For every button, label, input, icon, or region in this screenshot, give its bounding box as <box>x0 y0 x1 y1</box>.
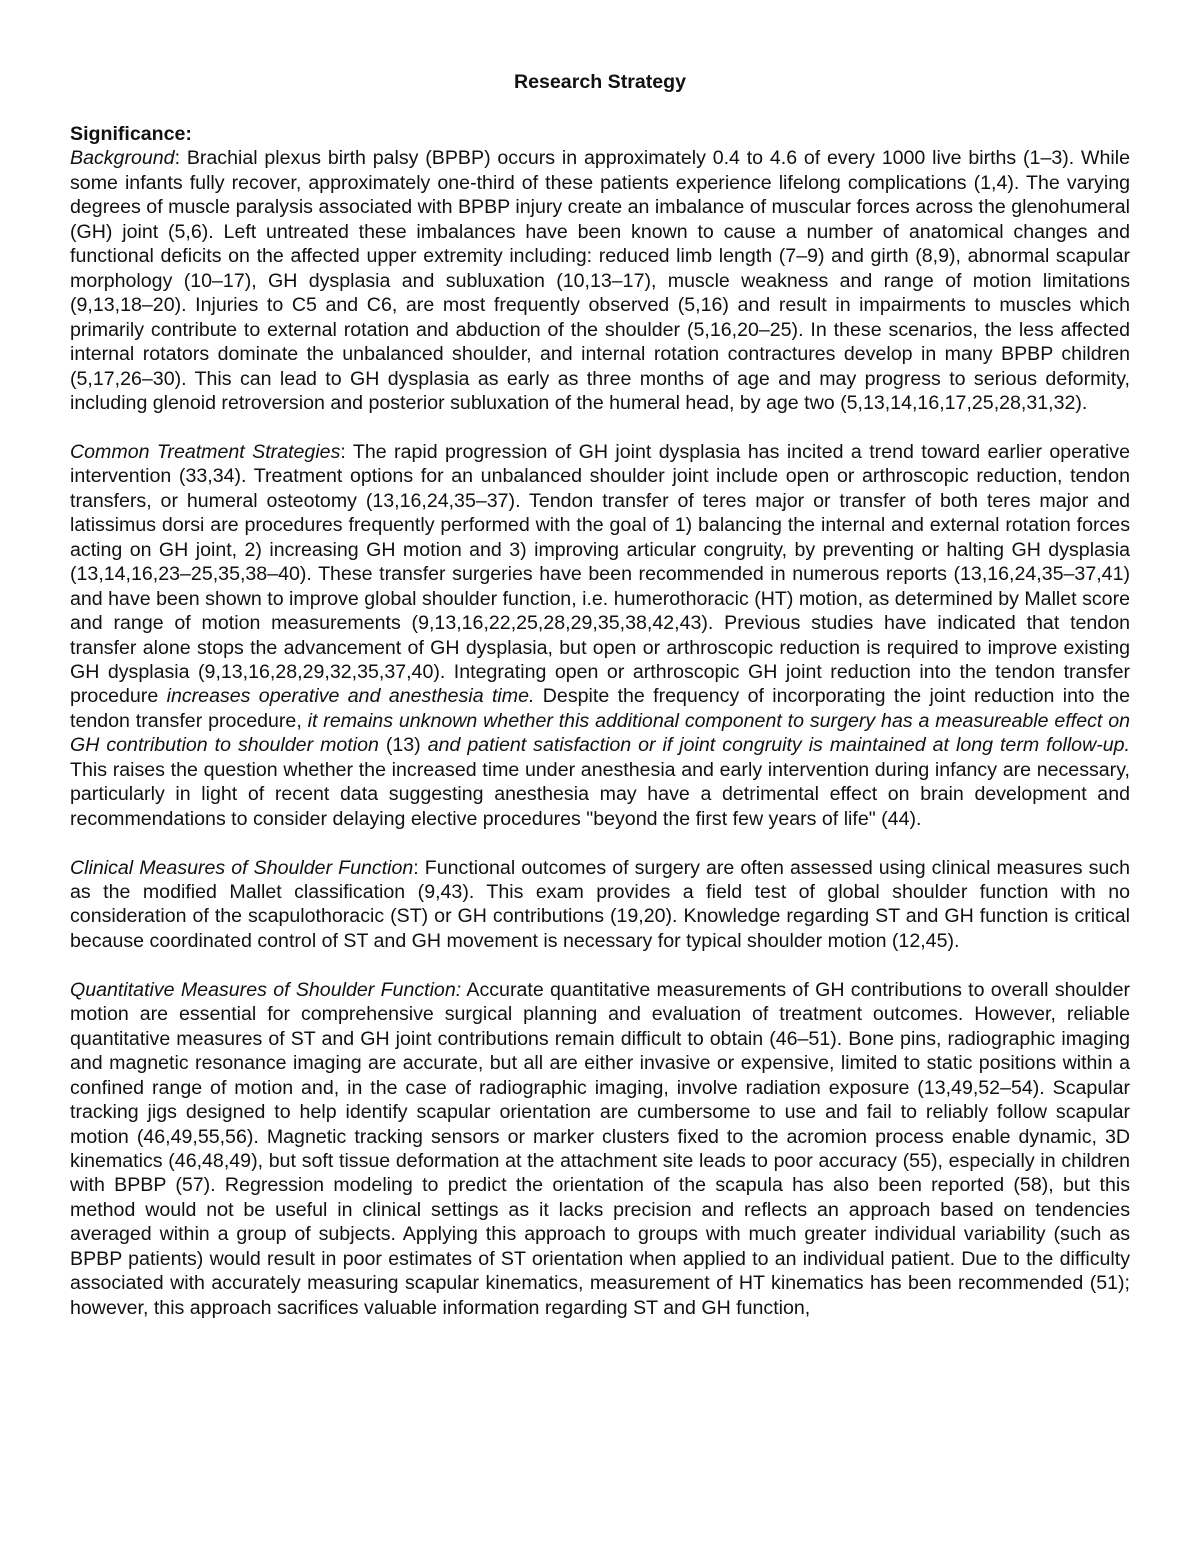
paragraph-lead-treatment: Common Treatment Strategies <box>70 440 341 463</box>
paragraph-text-treatment-a: : The rapid progression of GH joint dysplasia has incited a trend toward earlier operative intervention (33,34). Treatment options for an unbalanced shoulder joint include open or arthroscopic reduction, tendon transfers, or humeral osteotomy (13,16,24,35–37). Tendon transfer of teres major or transfer of both teres major and latissimus dorsi are procedures frequently performed with the goal of 1) balancing the internal and external rotation forces acting on GH joint, 2) increasing GH motion and 3) improving articular congruity, by preventing or halting GH dysplasia (13,14,16,23–25,35,38–40). These transfer surgeries have been recommended in numerous reports (13,16,24,35–37,41) and have been shown to improve global shoulder function, i.e. humerothoracic (HT) motion, as determined by Mallet score and range of motion measurements (9,13,16,22,25,28,29,35,38,42,43). Previous studies have indicated that tendon transfer alone stops the advancement of GH dysplasia, but open or arthroscopic reduction is required to improve existing GH dysplasia (9,13,16,28,29,32,35,37,40). Integrating open or arthroscopic GH joint reduction into the tendon transfer procedure <box>70 440 1130 708</box>
page-title: Research Strategy <box>513 71 687 93</box>
paragraph-quantitative-measures <box>70 978 1130 1320</box>
paragraph-text-quantitative: Accurate quantitative measurements of GH contributions to overall shoulder motion are essential for comprehensive surgical planning and evaluation of treatment outcomes. However, reliable quantitative measures of ST and GH joint contributions remain difficult to obtain (46–51). Bone pins, radiographic imaging and magnetic resonance imaging are accurate, but all are either invasive or expensive, limited to static positions within a confined range of motion and, in the case of radiographic imaging, involve radiation exposure (13,49,52–54). Scapular tracking jigs designed to help identify scapular orientation are cumbersome to use and fail to reliably follow scapular motion (46,49,55,56). Magnetic tracking sensors or marker clusters fixed to the acromion process enable dynamic, 3D kinematics (46,48,49), but soft tissue deformation at the attachment site leads to poor accuracy (55), especially in children with BPBP (57). Regression modeling to predict the orientation of the scapula has also been reported (58), but this method would not be useful in clinical settings as it lacks precision and reflects an approach based on tendencies averaged within a group of subjects. Applying this approach to groups with much greater individual variability (such as BPBP patients) would result in poor estimates of ST orientation when applied to an individual patient. Due to the difficulty associated with accurately measuring scapular kinematics, measurement of HT kinematics has been recommended (51); however, this approach sacrifices valuable information regarding ST and GH function, <box>70 978 1130 1319</box>
section-heading-significance: Significance: <box>70 123 192 145</box>
emphasis-unknown-effect: it remains unknown whether this additional component to surgery has a measureable effect on GH contribution to shoulder motion <box>70 709 1131 757</box>
paragraph-text-clinical: : Functional outcomes of surgery are often assessed using clinical measures such as the modified Mallet classification (9,43). This exam provides a field test of global shoulder function with no consideration of the scapulothoracic (ST) or GH contributions (19,20). Knowledge regarding ST and GH function is critical because coordinated control of ST and GH movement is necessary for typical shoulder motion (12,45). <box>70 856 1130 952</box>
paragraph-text-background: : Brachial plexus birth palsy (BPBP) occurs in approximately 0.4 to 4.6 of every 1000 live births (1–3). While some infants fully recover, approximately one-third of these patients experience lifelong complications (1,4). The varying degrees of muscle paralysis associated with BPBP injury create an imbalance of muscular forces across the glenohumeral (GH) joint (5,6). Left untreated these imbalances have been known to cause a number of anatomical changes and functional deficits on the affected upper extremity including: reduced limb length (7–9) and girth (8,9), abnormal scapular morphology (10–17), GH dysplasia and subluxation (10,13–17), muscle weakness and range of motion limitations (9,13,18–20). Injuries to C5 and C6, are most frequently observed (5,16) and result in impairments to muscles which primarily contribute to external rotation and abduction of the shoulder (5,16,20–25). In these scenarios, the less affected internal rotators dominate the unbalanced shoulder, and internal rotation contractures develop in many BPBP children (5,17,26–30). This can lead to GH dysplasia as early as three months of age and may progress to serious deformity, including glenoid retroversion and posterior subluxation of the humeral head, by age two (5,13,14,16,17,25,28,31,32). <box>70 147 1130 414</box>
paragraph-text-treatment-b: Despite the frequency of incorporating the joint reduction into the tendon transfer procedure, <box>70 685 1130 732</box>
paragraph-common-treatment-strategies <box>70 440 1130 831</box>
paragraph-text-treatment-c: (13) <box>378 734 428 757</box>
document-page <box>70 70 1130 1320</box>
paragraph-lead-quantitative: Quantitative Measures of Shoulder Function: <box>70 978 462 1001</box>
paragraph-background <box>70 146 1130 415</box>
paragraph-lead-clinical: Clinical Measures of Shoulder Function <box>70 856 414 879</box>
emphasis-anesthesia-time: increases operative and anesthesia time. <box>166 685 535 708</box>
paragraph-text-treatment-d: This raises the question whether the increased time under anesthesia and early intervention during infancy are necessary, particularly in light of recent data suggesting anesthesia may have a detrimental effect on brain development and recommendations to consider delaying elective procedures "beyond the first few years of life" (44). <box>70 758 1130 830</box>
paragraph-lead-background: Background <box>70 147 175 170</box>
emphasis-patient-satisfaction: and patient satisfaction or if joint congruity is maintained at long term follow-up. <box>427 734 1130 757</box>
paragraph-clinical-measures <box>70 856 1130 954</box>
